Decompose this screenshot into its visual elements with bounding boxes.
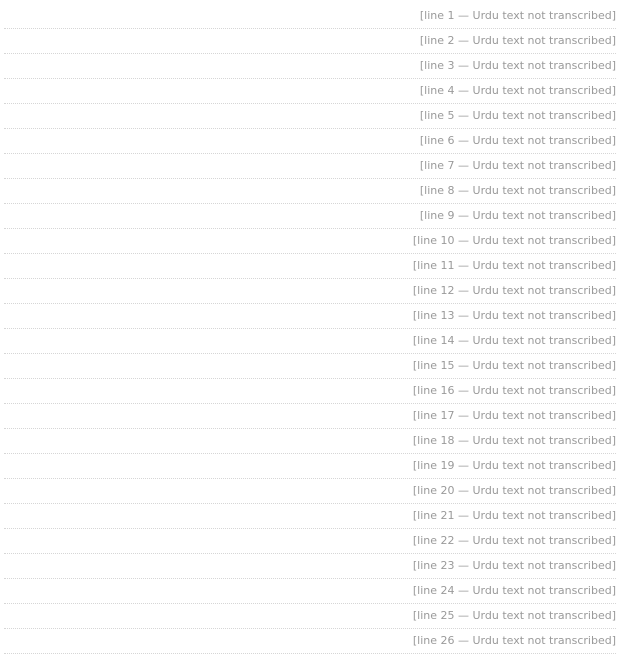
article-line: [line 1 — Urdu text not transcribed]: [4, 4, 616, 29]
article-line: [line 17 — Urdu text not transcribed]: [4, 404, 616, 429]
article-line: [line 9 — Urdu text not transcribed]: [4, 204, 616, 229]
article-line: [line 26 — Urdu text not transcribed]: [4, 629, 616, 654]
article-line: [line 16 — Urdu text not transcribed]: [4, 379, 616, 404]
article-line: [line 23 — Urdu text not transcribed]: [4, 554, 616, 579]
article-line: [line 15 — Urdu text not transcribed]: [4, 354, 616, 379]
article-line: [line 12 — Urdu text not transcribed]: [4, 279, 616, 304]
article-line: [line 18 — Urdu text not transcribed]: [4, 429, 616, 454]
article-line: [line 25 — Urdu text not transcribed]: [4, 604, 616, 629]
article-line: [line 7 — Urdu text not transcribed]: [4, 154, 616, 179]
article-line: [line 13 — Urdu text not transcribed]: [4, 304, 616, 329]
article-line: [line 4 — Urdu text not transcribed]: [4, 79, 616, 104]
article-line: [line 21 — Urdu text not transcribed]: [4, 504, 616, 529]
article-line: [line 5 — Urdu text not transcribed]: [4, 104, 616, 129]
article-line: [line 8 — Urdu text not transcribed]: [4, 179, 616, 204]
article-body: [4, 4, 616, 654]
article-line: [line 10 — Urdu text not transcribed]: [4, 229, 616, 254]
article-line: [line 24 — Urdu text not transcribed]: [4, 579, 616, 604]
article-line: [line 22 — Urdu text not transcribed]: [4, 529, 616, 554]
article-line: [line 3 — Urdu text not transcribed]: [4, 54, 616, 79]
article-line: [line 6 — Urdu text not transcribed]: [4, 129, 616, 154]
article-line: [line 20 — Urdu text not transcribed]: [4, 479, 616, 504]
article-line: [line 11 — Urdu text not transcribed]: [4, 254, 616, 279]
article-line: [line 14 — Urdu text not transcribed]: [4, 329, 616, 354]
article-line: [line 19 — Urdu text not transcribed]: [4, 454, 616, 479]
article-line: [line 2 — Urdu text not transcribed]: [4, 29, 616, 54]
